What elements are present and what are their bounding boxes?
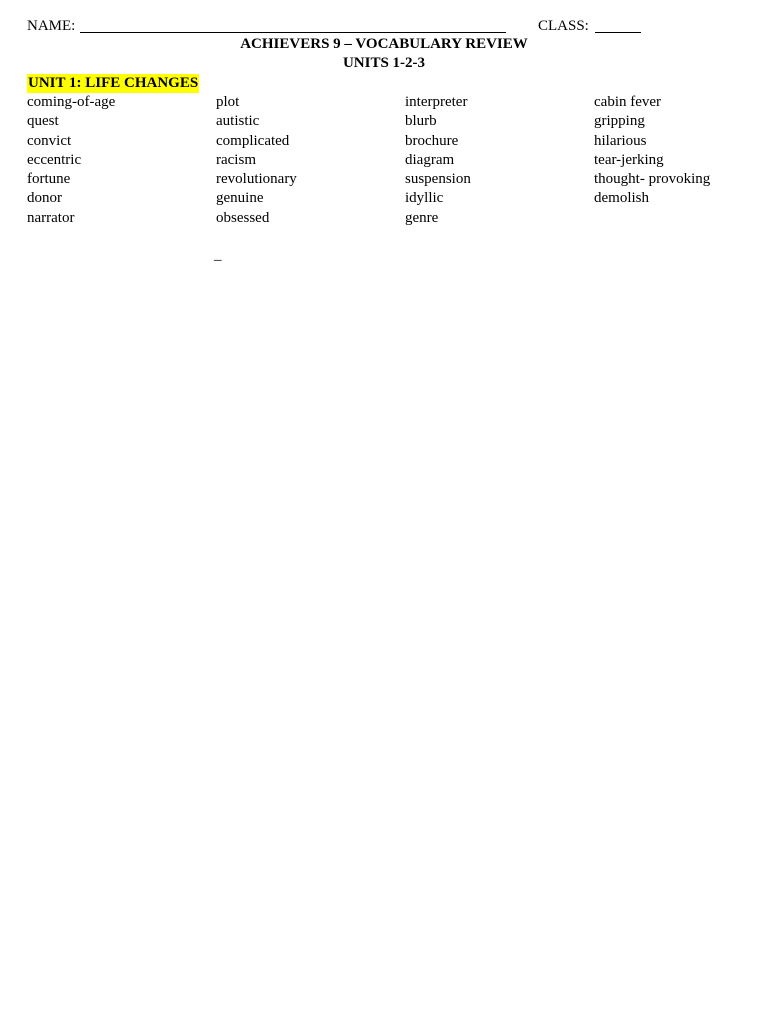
vocab-word: idyllic — [405, 190, 444, 207]
vocab-word: suspension — [405, 171, 471, 188]
vocab-word: obsessed — [216, 209, 270, 226]
vocab-word: brochure — [405, 132, 459, 149]
vocab-word: genre — [405, 209, 439, 226]
name-blank-line — [80, 16, 506, 33]
page-title: ACHIEVERS 9 – VOCABULARY REVIEW — [240, 36, 528, 52]
page-subtitle: UNITS 1-2-3 — [342, 55, 426, 71]
vocab-word: donor — [27, 190, 62, 207]
vocab-word: gripping — [594, 113, 645, 130]
vocab-word: fortune — [27, 171, 71, 188]
vocab-word: demolish — [594, 190, 649, 207]
vocab-word: diagram — [405, 151, 455, 168]
vocab-word: convict — [27, 132, 72, 149]
vocab-word: eccentric — [27, 151, 82, 168]
vocab-word: tear-jerking — [594, 151, 664, 168]
unit-heading: UNIT 1: LIFE CHANGES — [28, 75, 199, 91]
vocab-word: narrator — [27, 209, 75, 226]
stray-underscore: _ — [214, 247, 222, 263]
vocab-word: autistic — [216, 113, 260, 130]
vocab-word: plot — [216, 94, 240, 110]
vocab-word: hilarious — [594, 132, 647, 149]
vocab-word: thought- provoking — [594, 171, 711, 188]
name-label: NAME: — [27, 18, 76, 34]
vocab-word — [594, 209, 764, 228]
vocab-word: blurb — [405, 113, 437, 130]
vocab-word: genuine — [216, 190, 264, 207]
header-line — [27, 16, 727, 36]
vocab-word: racism — [216, 151, 256, 168]
vocab-word: interpreter — [405, 94, 468, 110]
vocab-grid — [27, 93, 767, 228]
vocab-word: quest — [27, 113, 59, 130]
class-blank-line — [595, 16, 641, 33]
vocab-word: revolutionary — [216, 171, 297, 188]
class-label: CLASS: — [538, 18, 589, 34]
vocab-word: complicated — [216, 132, 290, 149]
vocab-word: coming-of-age — [27, 94, 116, 110]
vocab-word: cabin fever — [594, 94, 662, 110]
